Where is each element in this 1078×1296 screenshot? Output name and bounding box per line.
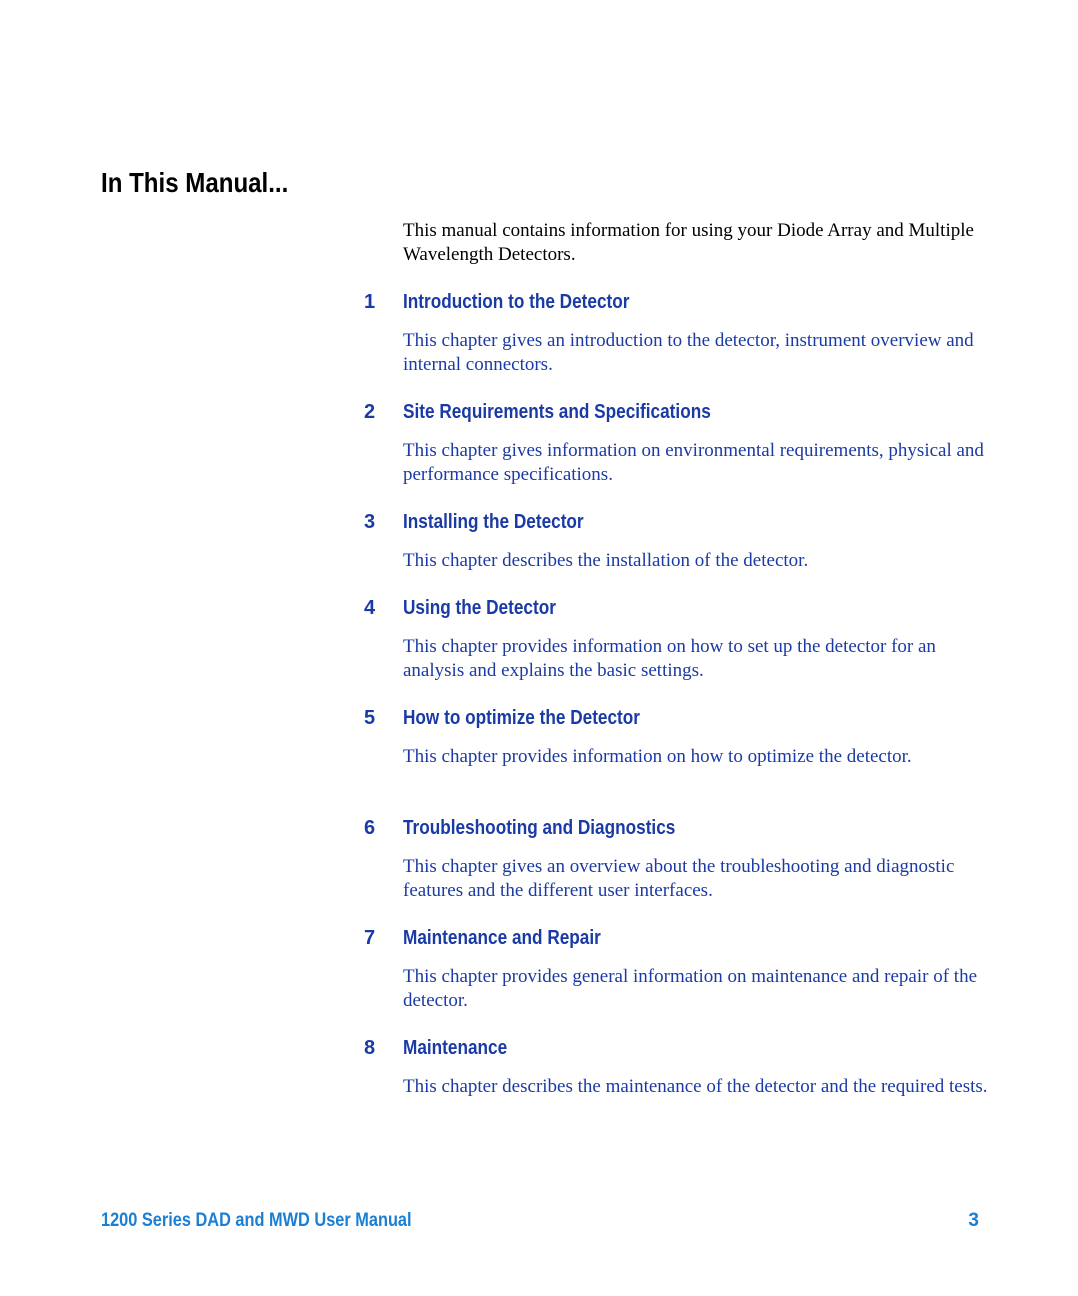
footer-page-number: 3: [968, 1210, 979, 1231]
chapter-heading-4: [0, 595, 1078, 621]
chapter-description: This chapter provides general information on maintenance and repair of the detector.: [403, 966, 977, 1011]
chapter-heading-2: [0, 399, 1078, 425]
chapter-description: This chapter gives an overview about the troubleshooting and diagnostic features and the different user interfaces.: [403, 856, 955, 901]
chapter-link-installing[interactable]: Installing the Detector: [403, 511, 584, 533]
chapter-number: 1: [364, 291, 376, 313]
chapter-link-site-requirements[interactable]: Site Requirements and Specifications: [403, 401, 711, 423]
chapter-description: This chapter gives information on environmental requirements, physical and performance specifications.: [403, 440, 984, 485]
chapter-number: 7: [364, 927, 376, 949]
chapter-number: 6: [364, 817, 376, 839]
chapter-number: 2: [364, 401, 376, 423]
page-title: In This Manual...: [101, 167, 289, 198]
chapter-number: 4: [364, 597, 376, 619]
chapter-heading-5: [0, 705, 1078, 731]
chapter-number: 8: [364, 1037, 376, 1059]
chapter-heading-3: [0, 509, 1078, 535]
chapter-number: 3: [364, 511, 376, 533]
intro-paragraph: This manual contains information for using your Diode Array and Multiple Wavelength Detectors.: [403, 220, 974, 265]
chapter-link-troubleshooting[interactable]: Troubleshooting and Diagnostics: [403, 817, 676, 839]
chapter-description: This chapter provides information on how to optimize the detector.: [403, 746, 912, 767]
chapter-heading-1: [0, 289, 1078, 315]
chapter-description: This chapter describes the maintenance of the detector and the required tests.: [403, 1076, 988, 1097]
chapter-description: This chapter gives an introduction to the detector, instrument overview and internal connectors.: [403, 330, 974, 375]
chapter-link-using[interactable]: Using the Detector: [403, 597, 556, 619]
chapter-description: This chapter provides information on how to set up the detector for an analysis and explains the basic settings.: [403, 636, 936, 681]
chapter-heading-8: [0, 1035, 1078, 1061]
chapter-link-maintenance-repair[interactable]: Maintenance and Repair: [403, 927, 601, 949]
chapter-heading-7: [0, 925, 1078, 951]
footer-manual-title: 1200 Series DAD and MWD User Manual: [101, 1210, 412, 1231]
chapter-number: 5: [364, 707, 376, 729]
chapter-heading-6: [0, 815, 1078, 841]
chapter-link-introduction[interactable]: Introduction to the Detector: [403, 291, 630, 313]
chapter-link-optimize[interactable]: How to optimize the Detector: [403, 707, 640, 729]
chapter-description: This chapter describes the installation of the detector.: [403, 550, 809, 571]
chapter-link-maintenance[interactable]: Maintenance: [403, 1037, 508, 1059]
